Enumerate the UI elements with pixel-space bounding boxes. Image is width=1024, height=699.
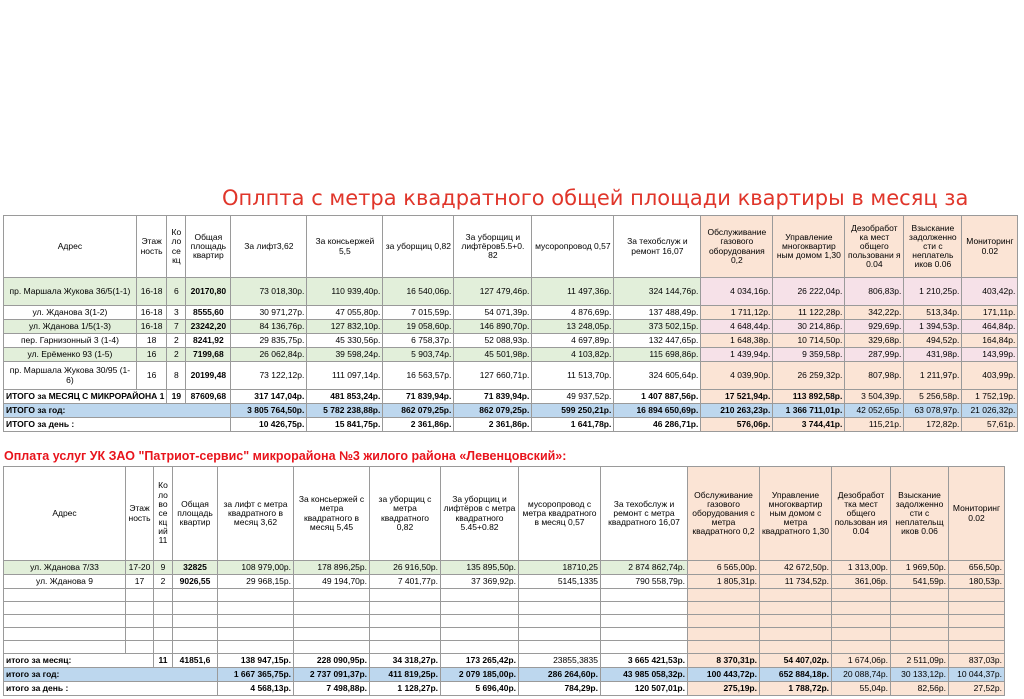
table-row [4, 278, 1018, 306]
value-cell: 9026,55 [173, 575, 218, 589]
table-row [4, 306, 1018, 320]
value-cell: 287,99р. [845, 348, 904, 362]
address-cell: ул. Жданова 1/5(1-3) [4, 320, 137, 334]
value-cell: 26 259,32р. [773, 362, 845, 390]
value-cell: 19 [167, 390, 186, 404]
value-cell: 4 103,82р. [532, 348, 614, 362]
value-cell: 807,98р. [845, 362, 904, 390]
value-cell: 2 511,09р. [891, 654, 949, 668]
column-header: Этаж ность [126, 467, 154, 561]
value-cell: 1 674,06р. [832, 654, 891, 668]
value-cell: 71 839,94р. [454, 390, 532, 404]
column-header: Мониторинг 0.02 [962, 216, 1018, 278]
value-cell: 73 018,30р. [231, 278, 307, 306]
value-cell: 317 147,04р. [231, 390, 307, 404]
value-cell: 3 744,41р. [773, 418, 845, 432]
value-cell: 862 079,25р. [383, 404, 454, 418]
value-cell: 7 [167, 320, 186, 334]
value-cell: 2 [167, 348, 186, 362]
address-cell: ул. Жданова 7/33 [4, 561, 126, 575]
value-cell: 16-18 [136, 306, 167, 320]
column-header: Общая площадь квартир [173, 467, 218, 561]
value-cell: 18 [136, 334, 167, 348]
value-cell: 18710,25 [519, 561, 601, 575]
total-year-label: ИТОГО за год: [4, 404, 231, 418]
table-row [4, 348, 1018, 362]
value-cell: 87609,68 [186, 390, 231, 404]
table-row [4, 561, 1005, 575]
column-header: мусоропровод с метра квадратного в месяц 0,57 [519, 467, 601, 561]
value-cell: 29 835,75р. [231, 334, 307, 348]
value-cell: 228 090,95р. [294, 654, 370, 668]
value-cell: 275,19р. [688, 682, 760, 696]
total-day-label: итого за день : [4, 682, 218, 696]
value-cell: 115,21р. [845, 418, 904, 432]
value-cell: 1 648,38р. [701, 334, 773, 348]
value-cell: 8 [167, 362, 186, 390]
column-header: Управление многоквартир ным домом с метра квадратного 1,30 [760, 467, 832, 561]
value-cell: 138 947,15р. [218, 654, 294, 668]
value-cell: 4 648,44р. [701, 320, 773, 334]
value-cell: 27,52р. [949, 682, 1005, 696]
value-cell: 55,04р. [832, 682, 891, 696]
total-month-label: ИТОГО за МЕСЯЦ С МИКРОРАЙОНА 1 [4, 390, 167, 404]
value-cell: 1 439,94р. [701, 348, 773, 362]
value-cell: 5145,1335 [519, 575, 601, 589]
value-cell: 4 876,69р. [532, 306, 614, 320]
value-cell: 373 502,15р. [614, 320, 701, 334]
column-header: Адрес [4, 467, 126, 561]
value-cell: 403,99р. [962, 362, 1018, 390]
total-month-row [4, 654, 1005, 668]
value-cell: 464,84р. [962, 320, 1018, 334]
value-cell: 20 088,74р. [832, 668, 891, 682]
value-cell: 39 598,24р. [307, 348, 383, 362]
value-cell: 49 194,70р. [294, 575, 370, 589]
column-header: Ко ло се кц [167, 216, 186, 278]
total-month-row [4, 390, 1018, 404]
column-header: Этаж ность [136, 216, 167, 278]
value-cell: 790 558,79р. [601, 575, 688, 589]
value-cell: 3 805 764,50р. [231, 404, 307, 418]
value-cell: 5 696,40р. [441, 682, 519, 696]
value-cell: 1 313,00р. [832, 561, 891, 575]
value-cell: 171,11р. [962, 306, 1018, 320]
value-cell: 43 985 058,32р. [601, 668, 688, 682]
column-header: Адрес [4, 216, 137, 278]
total-year-label: итого за год: [4, 668, 218, 682]
value-cell: 137 488,49р. [614, 306, 701, 320]
value-cell: 19 058,60р. [383, 320, 454, 334]
column-header: за лифт с метра квадратного в месяц 3,62 [218, 467, 294, 561]
value-cell: 1 366 711,01р. [773, 404, 845, 418]
address-cell: пр. Маршала Жукова 30/95 (1-6) [4, 362, 137, 390]
table2-title: Оплата услуг УК ЗАО "Патриот-сервис" микрорайона №3 жилого района «Левенцовский»: [4, 449, 567, 463]
value-cell: 127 479,46р. [454, 278, 532, 306]
value-cell: 1 641,78р. [532, 418, 614, 432]
value-cell: 1 969,50р. [891, 561, 949, 575]
value-cell: 26 222,04р. [773, 278, 845, 306]
value-cell: 73 122,12р. [231, 362, 307, 390]
value-cell: 42 052,65р. [845, 404, 904, 418]
value-cell: 173 265,42р. [441, 654, 519, 668]
value-cell: 1 667 365,75р. [218, 668, 294, 682]
value-cell: 3 665 421,53р. [601, 654, 688, 668]
column-header: Дезобработ тка мест общего пользован ия 0.04 [832, 467, 891, 561]
value-cell: 11 122,28р. [773, 306, 845, 320]
value-cell: 7199,68 [186, 348, 231, 362]
value-cell: 37 369,92р. [441, 575, 519, 589]
value-cell: 49 937,52р. [532, 390, 614, 404]
value-cell: 8555,60 [186, 306, 231, 320]
value-cell: 54 407,02р. [760, 654, 832, 668]
value-cell: 57,61р. [962, 418, 1018, 432]
value-cell: 16 563,57р. [383, 362, 454, 390]
value-cell: 403,42р. [962, 278, 1018, 306]
column-header: Мониторинг 0.02 [949, 467, 1005, 561]
value-cell: 164,84р. [962, 334, 1018, 348]
column-header: Обслуживание газового оборудования 0,2 [701, 216, 773, 278]
value-cell: 13 248,05р. [532, 320, 614, 334]
value-cell: 17 [126, 575, 154, 589]
table-row [4, 575, 1005, 589]
address-cell: пер. Гарнизонный 3 (1-4) [4, 334, 137, 348]
value-cell: 929,69р. [845, 320, 904, 334]
value-cell: 656,50р. [949, 561, 1005, 575]
value-cell: 10 714,50р. [773, 334, 845, 348]
value-cell: 1 788,72р. [760, 682, 832, 696]
value-cell: 46 286,71р. [614, 418, 701, 432]
value-cell: 2 [154, 575, 173, 589]
value-cell: 4 697,89р. [532, 334, 614, 348]
value-cell: 7 498,88р. [294, 682, 370, 696]
value-cell: 324 605,64р. [614, 362, 701, 390]
value-cell: 11 513,70р. [532, 362, 614, 390]
value-cell: 1 210,25р. [904, 278, 962, 306]
value-cell: 115 698,86р. [614, 348, 701, 362]
value-cell: 2 361,86р. [454, 418, 532, 432]
value-cell: 6 565,00р. [688, 561, 760, 575]
value-cell: 32825 [173, 561, 218, 575]
column-header: Обслуживание газового оборудования с метра квадратного 0,2 [688, 467, 760, 561]
value-cell: 3 504,39р. [845, 390, 904, 404]
value-cell: 172,82р. [904, 418, 962, 432]
value-cell: 127 832,10р. [307, 320, 383, 334]
value-cell: 16 540,06р. [383, 278, 454, 306]
value-cell: 127 660,71р. [454, 362, 532, 390]
value-cell: 180,53р. [949, 575, 1005, 589]
value-cell: 837,03р. [949, 654, 1005, 668]
value-cell: 26 916,50р. [370, 561, 441, 575]
value-cell: 111 097,14р. [307, 362, 383, 390]
total-year-row [4, 404, 1018, 418]
value-cell: 806,83р. [845, 278, 904, 306]
value-cell: 2 [167, 334, 186, 348]
value-cell: 16-18 [136, 320, 167, 334]
value-cell: 324 144,76р. [614, 278, 701, 306]
tariff-table-1 [3, 215, 1018, 432]
value-cell: 21 026,32р. [962, 404, 1018, 418]
value-cell: 17 521,94р. [701, 390, 773, 404]
value-cell: 2 737 091,37р. [294, 668, 370, 682]
value-cell: 1 711,12р. [701, 306, 773, 320]
value-cell: 26 062,84р. [231, 348, 307, 362]
column-header: За лифт3,62 [231, 216, 307, 278]
table1-title: Оплпта с метра квадратного общей площади квартиры в месяц за [222, 186, 969, 210]
value-cell: 54 071,39р. [454, 306, 532, 320]
value-cell: 135 895,50р. [441, 561, 519, 575]
value-cell: 16-18 [136, 278, 167, 306]
address-cell: ул. Жданова 9 [4, 575, 126, 589]
value-cell: 23855,3835 [519, 654, 601, 668]
total-day-row [4, 418, 1018, 432]
value-cell: 108 979,00р. [218, 561, 294, 575]
value-cell: 361,06р. [832, 575, 891, 589]
column-header: За уборщиц и лифтёров5.5+0. 82 [454, 216, 532, 278]
address-cell: ул. Жданова 3(1-2) [4, 306, 137, 320]
value-cell: 1 128,27р. [370, 682, 441, 696]
column-header: за уборщиц с метра квадратного 0,82 [370, 467, 441, 561]
value-cell: 494,52р. [904, 334, 962, 348]
value-cell: 652 884,18р. [760, 668, 832, 682]
value-cell: 16 [136, 348, 167, 362]
value-cell: 47 055,80р. [307, 306, 383, 320]
value-cell: 6 [167, 278, 186, 306]
value-cell: 9 [154, 561, 173, 575]
column-header: За уборщиц и лифтёров с метра квадратного 5.45+0.82 [441, 467, 519, 561]
value-cell: 513,34р. [904, 306, 962, 320]
value-cell: 7 401,77р. [370, 575, 441, 589]
value-cell: 3 [167, 306, 186, 320]
value-cell: 41851,6 [173, 654, 218, 668]
value-cell: 120 507,01р. [601, 682, 688, 696]
value-cell: 110 939,40р. [307, 278, 383, 306]
column-header: Взыскание задолженно сти с неплательщ иков 0.06 [891, 467, 949, 561]
value-cell: 8241,92 [186, 334, 231, 348]
value-cell: 63 078,97р. [904, 404, 962, 418]
value-cell: 6 758,37р. [383, 334, 454, 348]
value-cell: 16 [136, 362, 167, 390]
value-cell: 576,06р. [701, 418, 773, 432]
value-cell: 411 819,25р. [370, 668, 441, 682]
value-cell: 143,99р. [962, 348, 1018, 362]
value-cell: 11 497,36р. [532, 278, 614, 306]
value-cell: 1 752,19р. [962, 390, 1018, 404]
column-header: Взыскание задолженно сти с неплатель иков 0.06 [904, 216, 962, 278]
value-cell: 5 256,58р. [904, 390, 962, 404]
value-cell: 286 264,60р. [519, 668, 601, 682]
value-cell: 178 896,25р. [294, 561, 370, 575]
value-cell: 10 426,75р. [231, 418, 307, 432]
value-cell: 1 407 887,56р. [614, 390, 701, 404]
value-cell: 1 805,31р. [688, 575, 760, 589]
value-cell: 146 890,70р. [454, 320, 532, 334]
value-cell: 2 079 185,00р. [441, 668, 519, 682]
total-month-label: итого за месяц: [4, 654, 154, 668]
value-cell: 84 136,76р. [231, 320, 307, 334]
column-header: За консьержей с метра квадратного в месяц 5,45 [294, 467, 370, 561]
column-header: За техобслуж и ремонт с метра квадратного 16,07 [601, 467, 688, 561]
value-cell: 30 971,27р. [231, 306, 307, 320]
value-cell: 329,68р. [845, 334, 904, 348]
column-header: Дезобработ ка мест общего пользовани я 0.04 [845, 216, 904, 278]
column-header: Ко ло во се кц ий 11 [154, 467, 173, 561]
value-cell: 1 394,53р. [904, 320, 962, 334]
column-header: За консьержей 5,5 [307, 216, 383, 278]
value-cell: 52 088,93р. [454, 334, 532, 348]
table-row [4, 334, 1018, 348]
value-cell: 82,56р. [891, 682, 949, 696]
value-cell: 4 568,13р. [218, 682, 294, 696]
value-cell: 20199,48 [186, 362, 231, 390]
value-cell: 9 359,58р. [773, 348, 845, 362]
table-row [4, 362, 1018, 390]
value-cell: 45 501,98р. [454, 348, 532, 362]
value-cell: 431,98р. [904, 348, 962, 362]
value-cell: 100 443,72р. [688, 668, 760, 682]
value-cell: 34 318,27р. [370, 654, 441, 668]
value-cell: 30 133,12р. [891, 668, 949, 682]
table-row [4, 320, 1018, 334]
value-cell: 784,29р. [519, 682, 601, 696]
value-cell: 29 968,15р. [218, 575, 294, 589]
value-cell: 541,59р. [891, 575, 949, 589]
tariff-table-2 [3, 466, 1005, 696]
value-cell: 4 034,16р. [701, 278, 773, 306]
value-cell: 11 [154, 654, 173, 668]
value-cell: 113 892,58р. [773, 390, 845, 404]
address-cell: ул. Ерёменко 93 (1-5) [4, 348, 137, 362]
total-year-row [4, 668, 1005, 682]
address-cell: пр. Маршала Жукова 36/5(1-1) [4, 278, 137, 306]
column-header: Управление многоквартир ным домом 1,30 [773, 216, 845, 278]
total-day-label: ИТОГО за день : [4, 418, 231, 432]
value-cell: 15 841,75р. [307, 418, 383, 432]
value-cell: 7 015,59р. [383, 306, 454, 320]
value-cell: 23242,20 [186, 320, 231, 334]
value-cell: 4 039,90р. [701, 362, 773, 390]
value-cell: 42 672,50р. [760, 561, 832, 575]
value-cell: 132 447,65р. [614, 334, 701, 348]
value-cell: 210 263,23р. [701, 404, 773, 418]
value-cell: 481 853,24р. [307, 390, 383, 404]
value-cell: 45 330,56р. [307, 334, 383, 348]
column-header: За техобслуж и ремонт 16,07 [614, 216, 701, 278]
column-header: Общая площадь квартир [186, 216, 231, 278]
value-cell: 2 874 862,74р. [601, 561, 688, 575]
value-cell: 10 044,37р. [949, 668, 1005, 682]
column-header: мусоропровод 0,57 [532, 216, 614, 278]
value-cell: 2 361,86р. [383, 418, 454, 432]
value-cell: 30 214,86р. [773, 320, 845, 334]
value-cell: 5 782 238,88р. [307, 404, 383, 418]
value-cell: 342,22р. [845, 306, 904, 320]
value-cell: 5 903,74р. [383, 348, 454, 362]
column-header: за уборщиц 0,82 [383, 216, 454, 278]
value-cell: 599 250,21р. [532, 404, 614, 418]
value-cell: 862 079,25р. [454, 404, 532, 418]
total-day-row [4, 682, 1005, 696]
value-cell: 17-20 [126, 561, 154, 575]
value-cell: 8 370,31р. [688, 654, 760, 668]
value-cell: 71 839,94р. [383, 390, 454, 404]
value-cell: 16 894 650,69р. [614, 404, 701, 418]
value-cell: 20170,80 [186, 278, 231, 306]
value-cell: 11 734,52р. [760, 575, 832, 589]
value-cell: 1 211,97р. [904, 362, 962, 390]
